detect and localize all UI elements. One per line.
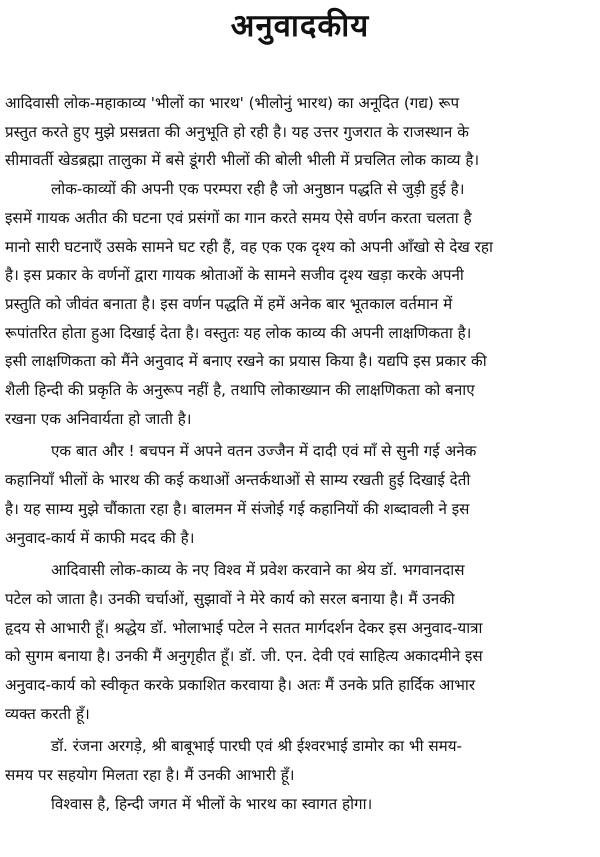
text-line: प्रस्तुति को जीवंत बनाता है। इस वर्णन पद्धति में हमें अनेक बार भूतकाल वर्तमान में: [5, 294, 453, 313]
text-line: शैली हिन्दी की प्रकृति के अनुरूप नहीं है, तथापि लोकाख्यान की लाक्षणिकता को बनाए: [5, 381, 475, 400]
document-body: [5, 89, 597, 819]
text-line: रूपांतरित होता हुआ दिखाई देता है। वस्तुतः यह लोक काव्य की अपनी लाक्षणिकता है।: [5, 323, 472, 342]
page-title: अनुवादकीय: [230, 8, 370, 44]
text-line: रखना एक अनिवार्यता हो जाती है।: [5, 409, 192, 428]
text-line: लोक-काव्यों की अपनी एक परम्परा रही है जो अनुष्ठान पद्धति से जुड़ी हुई है।: [51, 180, 465, 199]
paragraph-intro: [5, 89, 597, 175]
text-line: आदिवासी लोक-काव्य के नए विश्व में प्रवेश करवाने का श्रेय डॉ. भगवानदास: [51, 561, 465, 580]
text-line: हृदय से आभारी हूँ। श्रद्धेय डॉ. भोलाभाई पटेल ने सतत मार्गदर्शन देकर इस अनुवाद-यात्रा: [5, 618, 483, 637]
text-line: विश्वास है, हिन्दी जगत में भीलों के भारथ का स्वागत होगा।: [51, 794, 373, 813]
text-line: व्यक्त करती हूँ।: [5, 704, 90, 723]
paragraph-childhood: [5, 437, 597, 552]
text-line: डॉ. रंजना अरगड़े, श्री बाबूभाई पारघी एवं श्री ईश्वरभाई डामोर का भी समय-: [51, 737, 462, 756]
text-line: इसी लाक्षणिकता को मैंने अनुवाद में बनाए रखने का प्रयास किया है। यद्यपि इस प्रकार की: [5, 352, 487, 371]
text-line: एक बात और ! बचपन में अपने वतन उज्जैन में दादी एवं माँ से सुनी गई अनेक: [51, 442, 477, 461]
paragraph-acknowledgements: [5, 556, 597, 728]
text-line: प्रस्तुत करते हुए मुझे प्रसन्नता की अनुभूति हो रही है। यह उत्तर गुजरात के राजस्थान के: [5, 122, 469, 141]
text-line: समय पर सहयोग मिलता रहा है। मैं उनकी आभारी हूँ।: [5, 766, 295, 785]
text-line: को सुगम बनाया है। उनकी मैं अनुगृहीत हूँ। डॉ. जी. एन. देवी एवं साहित्य अकादमीने इस: [5, 647, 483, 666]
text-line: इसमें गायक अतीत की घटना एवं प्रसंगों का गान करते समय ऐसे वर्णन करता चलता है: [5, 208, 472, 227]
text-line: आदिवासी लोक-महाकाव्य 'भीलों का भारथ' (भीलोनुं भारथ) का अनूदित (गद्य) रूप: [5, 94, 460, 112]
paragraph-closing: [5, 790, 597, 819]
text-line: है। यह साम्य मुझे चौंकाता रहा है। बालमन में संजोई गई कहानियों की शब्दावली ने इस: [5, 499, 470, 518]
text-line: पटेल को जाता है। उनकी चर्चाओं, सुझावों ने मेरे कार्य को सरल बनाया है। मैं उनकी: [5, 589, 455, 608]
text-line: मानो सारी घटनाएँ उसके सामने घट रही हैं, वह एक एक दृश्य को अपनी आँखो से देख रहा: [5, 237, 493, 256]
text-line: अनुवाद-कार्य को स्वीकृत करके प्रकाशित करवाया है। अतः मैं उनके प्रति हार्दिक आभार: [5, 676, 476, 695]
paragraph-cooperation: [5, 732, 597, 789]
text-line: है। इस प्रकार के वर्णनों द्वारा गायक श्रोताओं के सामने सजीव दृश्य खड़ा करके अपनी: [5, 266, 464, 285]
text-line: सीमावर्ती खेडब्रह्मा तालुका में बसे डूंगरी भीलों की बोली भीली में प्रचलित लोक काव्य है।: [5, 151, 480, 170]
text-line: कहानियाँ भीलों के भारथ की कई कथाओं अन्तर्कथाओं से साम्य रखती हुई दिखाई देती: [5, 471, 471, 490]
text-line: अनुवाद-कार्य में काफी मदद की है।: [5, 528, 195, 547]
paragraph-folk-tradition: [5, 175, 597, 433]
